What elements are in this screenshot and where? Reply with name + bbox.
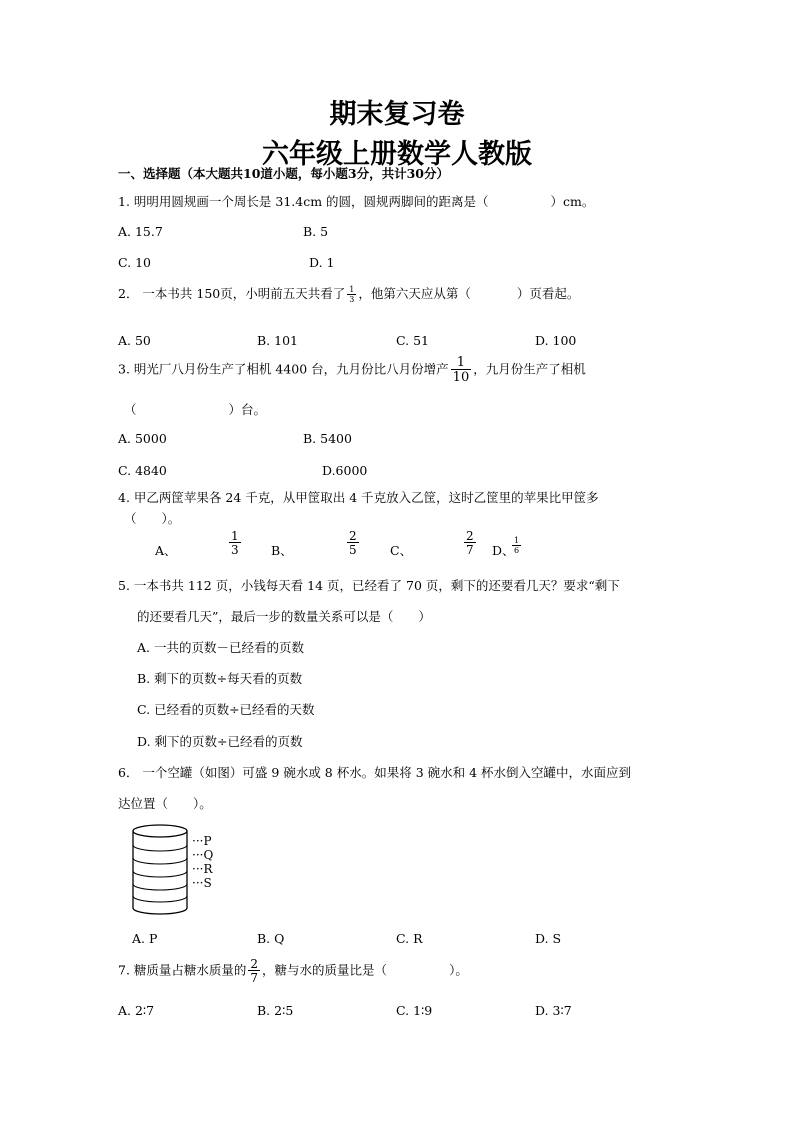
jar-label-s: ···S bbox=[192, 876, 212, 890]
fraction: $\frac{2}{7}$ bbox=[250, 957, 259, 985]
question-1-unit: ）cm。 bbox=[550, 194, 595, 209]
q7-option-d[interactable]: D. 3∶7 bbox=[535, 1003, 572, 1018]
question-6: 6． 一个空罐（如图）可盛 9 碗水或 8 杯水。如果将 3 碗水和 4 杯水倒入空罐中，水面应到 bbox=[118, 765, 632, 780]
question-5-line2: 的还要看几天”，最后一步的数量关系可以是（ ） bbox=[137, 609, 431, 624]
question-6-line2: 达位置（ ）。 bbox=[118, 796, 212, 811]
q3-option-a[interactable]: A. 5000 bbox=[118, 431, 167, 446]
q1-option-c[interactable]: C. 10 bbox=[118, 255, 151, 270]
question-3-text: 3. 明光厂八月份生产了相机 4400 台，九月份比八月份增产 bbox=[118, 361, 449, 377]
q4-option-b-label[interactable]: B、 bbox=[271, 543, 293, 558]
question-2: 2． 一本书共 150页，小明前五天共看了 $\frac{1}{3}$ ，他第六天应从第（ ）页看起。 bbox=[118, 284, 580, 304]
fraction: $\frac{1}{10}$ bbox=[452, 355, 470, 385]
q1-option-a[interactable]: A. 15.7 bbox=[118, 224, 163, 239]
q7-option-b[interactable]: B. 2∶5 bbox=[257, 1003, 294, 1018]
q5-option-d[interactable]: D. 剩下的页数÷已经看的页数 bbox=[137, 734, 303, 749]
question-5: 5. 一本书共 112 页，小钱每天看 14 页，已经看了 70 页，剩下的还要看几天？要求“剩下 bbox=[118, 578, 620, 593]
q4-option-d-label[interactable]: D、 bbox=[492, 543, 515, 558]
jar-illustration bbox=[130, 822, 192, 918]
question-4: 4. 甲乙两筐苹果各 24 千克，从甲筐取出 4 千克放入乙筐，这时乙筐里的苹果比甲筐多 bbox=[118, 490, 599, 505]
q1-option-d[interactable]: D. 1 bbox=[309, 255, 335, 270]
section-heading: 一、选择题（本大题共10道小题，每小题3分，共计30分） bbox=[118, 166, 449, 181]
q5-option-c[interactable]: C. 已经看的页数÷已经看的天数 bbox=[137, 702, 315, 717]
q2-option-c[interactable]: C. 51 bbox=[396, 333, 429, 348]
question-1-text: 1. 明明用圆规画一个周长是 31.4cm 的圆，圆规两脚间的距离是（ bbox=[118, 194, 489, 209]
fraction: $\frac{1}{3}$ bbox=[349, 284, 355, 304]
q4-option-a-label[interactable]: A、 bbox=[155, 543, 177, 558]
question-7: 7. 糖质量占糖水质量的 $\frac{2}{7}$ ，糖与水的质量比是（ ）。 bbox=[118, 957, 468, 985]
q7-option-c[interactable]: C. 1∶9 bbox=[396, 1003, 433, 1018]
q6-option-d[interactable]: D. S bbox=[535, 931, 562, 946]
jar-label-q: ···Q bbox=[192, 848, 214, 862]
q5-option-a[interactable]: A. 一共的页数－已经看的页数 bbox=[137, 640, 304, 655]
q2-option-a[interactable]: A. 50 bbox=[118, 333, 151, 348]
q4-option-a-fraction: $\frac{1}{3}$ bbox=[231, 529, 239, 557]
q3-option-b[interactable]: B. 5400 bbox=[303, 431, 352, 446]
q6-option-c[interactable]: C. R bbox=[396, 931, 423, 946]
q6-option-b[interactable]: B. Q bbox=[257, 931, 285, 946]
q7-option-a[interactable]: A. 2∶7 bbox=[118, 1003, 155, 1018]
q2-option-d[interactable]: D. 100 bbox=[535, 333, 577, 348]
question-1 bbox=[118, 192, 594, 210]
q4-option-b-fraction: $\frac{2}{5}$ bbox=[349, 529, 357, 557]
q3-option-c[interactable]: C. 4840 bbox=[118, 463, 167, 478]
q4-option-d-fraction: $\frac{1}{6}$ bbox=[514, 535, 520, 555]
question-2-text: 2． 一本书共 150页，小明前五天共看了 bbox=[118, 286, 346, 301]
page-subtitle: 六年级上册数学人教版 bbox=[262, 139, 532, 170]
question-7-text: 7. 糖质量占糖水质量的 bbox=[118, 962, 247, 978]
q5-option-b[interactable]: B. 剩下的页数÷每天看的页数 bbox=[137, 671, 303, 686]
jar-label-r: ···R bbox=[192, 862, 213, 876]
q2-option-b[interactable]: B. 101 bbox=[257, 333, 298, 348]
question-3: 3. 明光厂八月份生产了相机 4400 台，九月份比八月份增产 $\frac{1}{10}$ ，九月份生产了相机 bbox=[118, 355, 586, 385]
question-4-line2: （ ）。 bbox=[124, 511, 181, 526]
q1-option-b[interactable]: B. 5 bbox=[303, 224, 329, 239]
q6-option-a[interactable]: A. P bbox=[132, 931, 158, 946]
jar-label-p: ···P bbox=[192, 834, 212, 848]
question-3-line2: （ ）台。 bbox=[124, 402, 267, 417]
q4-option-c-fraction: $\frac{2}{7}$ bbox=[466, 529, 474, 557]
q4-option-c-label[interactable]: C、 bbox=[390, 543, 413, 558]
page-title: 期末复习卷 bbox=[329, 99, 465, 130]
q3-option-d[interactable]: D.6000 bbox=[322, 463, 368, 478]
